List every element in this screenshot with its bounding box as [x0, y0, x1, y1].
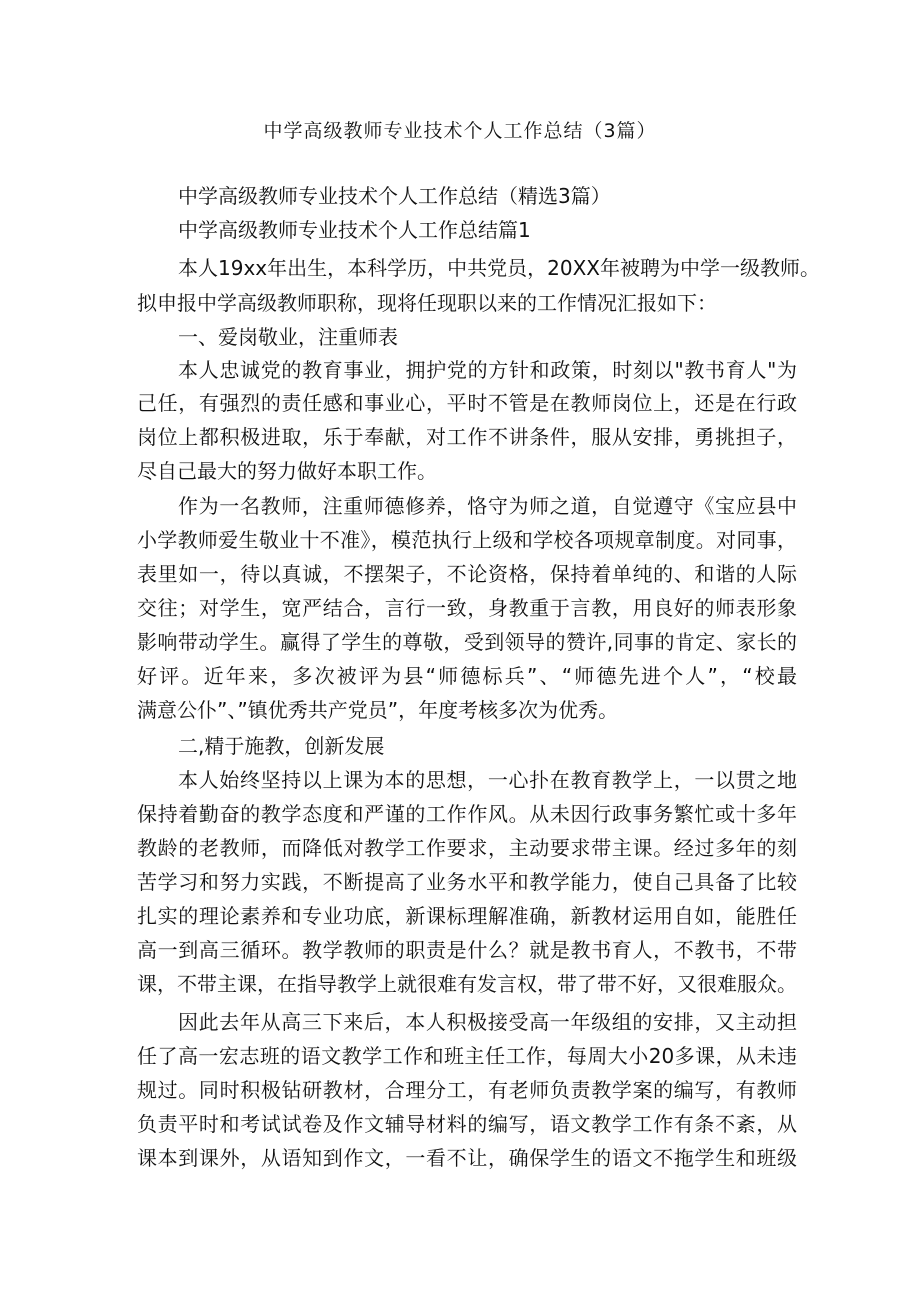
paragraph-line: 扎实的理论素养和专业功底，新课标理解准确，新教材运用自如，能胜任: [137, 904, 797, 928]
paragraph-line: 尽自己最大的努力做好本职工作。: [137, 459, 437, 483]
paragraph-line: 好评。近年来，多次被评为县“师德标兵”、“师德先进个人”，“校最: [137, 664, 797, 688]
paragraph-line: 本人始终坚持以上课为本的思想，一心扑在教育教学上，一以贯之地: [178, 768, 797, 792]
paragraph-line: 任了高一宏志班的语文教学工作和班主任工作，每周大小20多课，从未违: [137, 1044, 797, 1068]
paragraph-line: 苦学习和努力实践，不断提高了业务水平和教学能力，使自己具备了比较: [137, 870, 797, 894]
section-heading: 二,精于施教，创新发展: [178, 734, 385, 758]
paragraph-line: 己任，有强烈的责任感和事业心，平时不管是在教师岗位上，还是在行政: [137, 391, 797, 415]
paragraph-line: 课本到课外，从语知到作文，一看不让，确保学生的语文不拖学生和班级: [137, 1146, 797, 1170]
paragraph-line: 负责平时和考试试卷及作文辅导材料的编写，语文教学工作有条不紊，从: [137, 1112, 797, 1136]
paragraph-line: 影响带动学生。赢得了学生的尊敬，受到领导的赞许,同事的肯定、家长的: [137, 630, 797, 654]
section-heading: 一、爱岗敬业，注重师表: [178, 325, 398, 349]
paragraph-line: 本人19xx年出生，本科学历，中共党员，20XX年被聘为中学一级教师。: [178, 256, 820, 280]
paragraph-line: 高一到高三循环。教学教师的职责是什么？就是教书育人，不教书，不带: [137, 938, 797, 962]
paragraph-line: 小学教师爱生敬业十不准》，模范执行上级和学校各项规章制度。对同事，: [137, 528, 797, 552]
paragraph-line: 课，不带主课，在指导教学上就很难有发言权，带了带不好，又很难服众。: [137, 972, 797, 996]
paragraph-line: 规过。同时积极钻研教材，合理分工，有老师负责教学案的编写，有教师: [137, 1078, 797, 1102]
paragraph-line: 交往；对学生，宽严结合，言行一致，身教重于言教，用良好的师表形象: [137, 596, 797, 620]
paragraph-line: 表里如一，待以真诚，不摆架子，不论资格，保持着单纯的、和谐的人际: [137, 562, 797, 586]
document-title: 中学高级教师专业技术个人工作总结（3篇）: [263, 120, 657, 142]
paragraph-line: 因此去年从高三下来后，本人积极接受高一年级组的安排，又主动担: [178, 1010, 797, 1034]
paragraph-line: 满意公仆”、”镇优秀共产党员”，年度考核多次为优秀。: [137, 698, 619, 722]
paragraph-line: 本人忠诚党的教育事业，拥护党的方针和政策，时刻以"教书育人"为: [178, 358, 797, 382]
section-heading: 中学高级教师专业技术个人工作总结篇1: [178, 218, 531, 242]
paragraph-line: 教龄的老教师，而降低对教学工作要求，主动要求带主课。经过多年的刻: [137, 836, 797, 860]
paragraph-line: 作为一名教师，注重师德修养，恪守为师之道，自觉遵守《宝应县中: [178, 494, 797, 518]
subtitle-line: 中学高级教师专业技术个人工作总结（精选3篇）: [178, 184, 611, 208]
paragraph-line: 岗位上都积极进取，乐于奉献，对工作不讲条件，服从安排，勇挑担子，: [137, 425, 797, 449]
paragraph-line: 保持着勤奋的教学态度和严谨的工作作风。从未因行政事务繁忙或十多年: [137, 802, 797, 826]
paragraph-line: 拟申报中学高级教师职称，现将任现职以来的工作情况汇报如下：: [137, 291, 717, 315]
